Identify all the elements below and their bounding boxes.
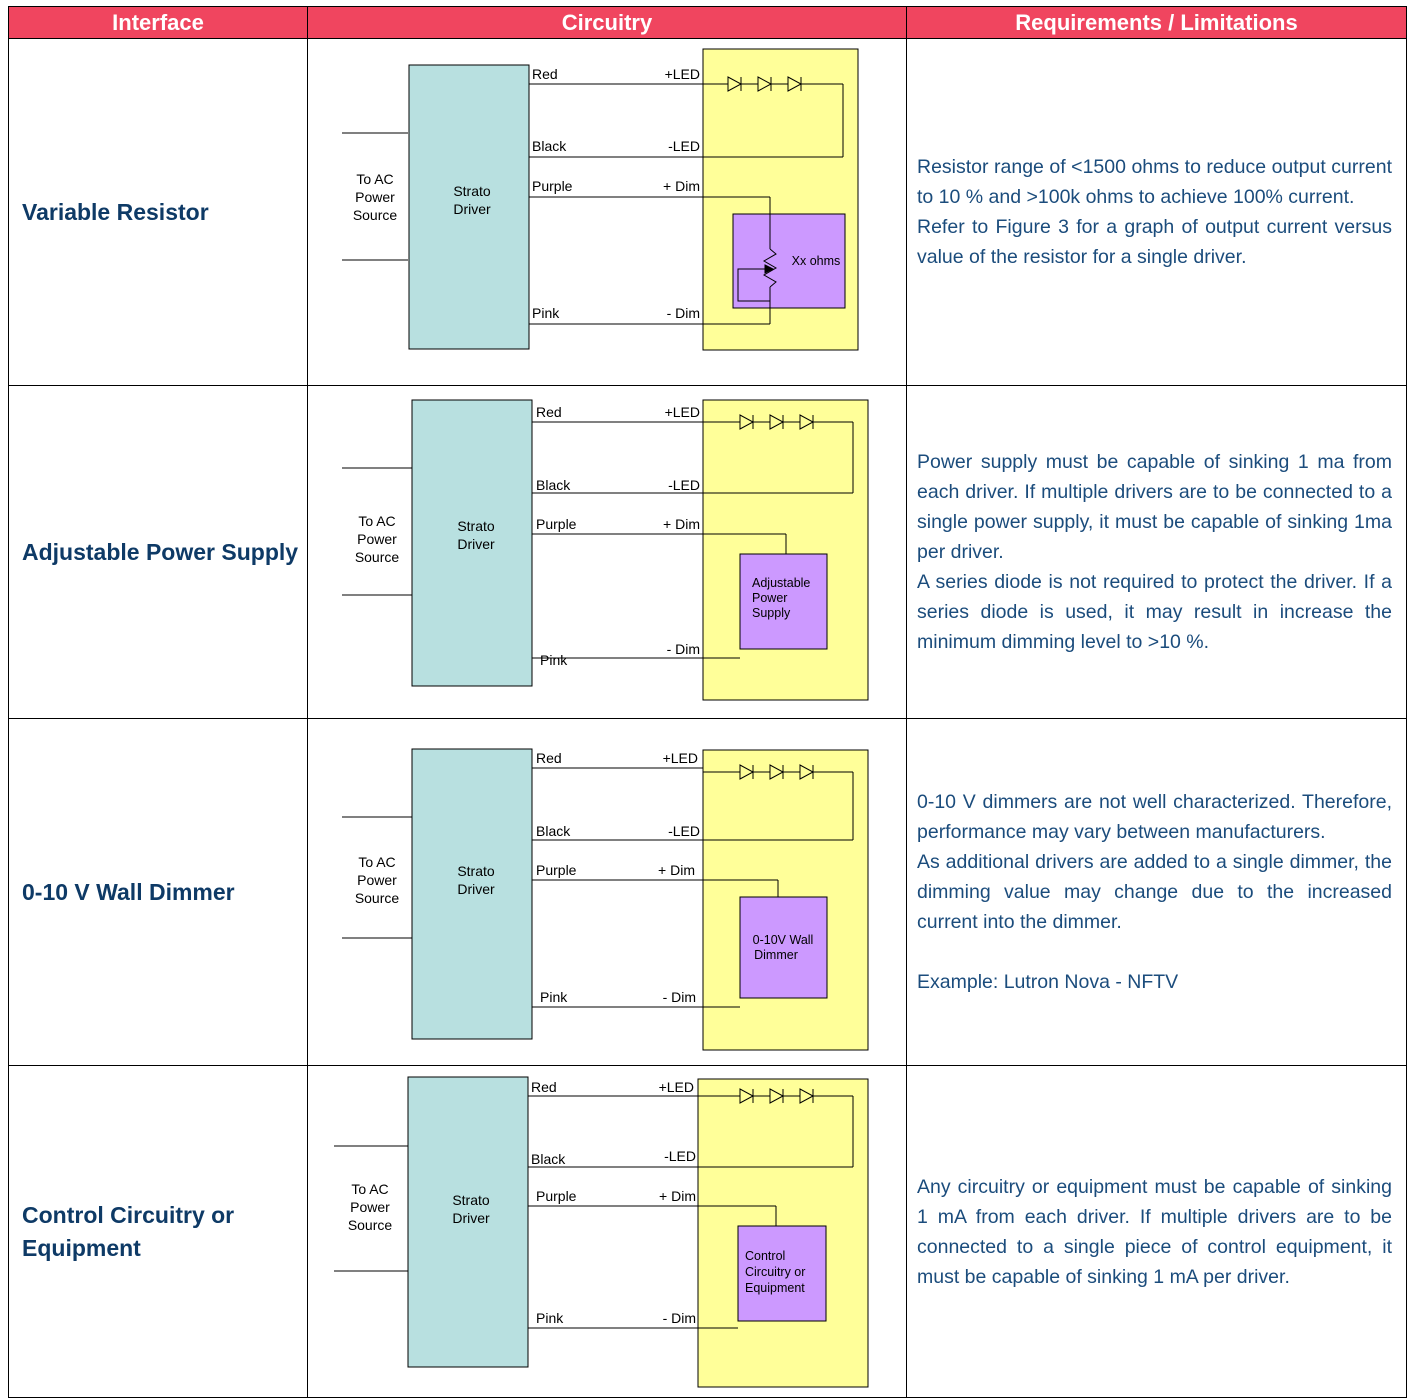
ac-source-label: Power	[350, 1199, 390, 1215]
terminal-label-pos-dim: + Dim	[659, 1188, 696, 1204]
circuit-diagram-control-circuitry	[308, 1066, 907, 1397]
requirement-text: Refer to Figure 3 for a graph of output current versus value of the resistor for a single driver.	[917, 216, 1392, 268]
requirement-text: As additional drivers are added to a single dimmer, the dimming value may change due to the increased current into the dimmer.	[917, 851, 1392, 933]
header-interface: Interface	[9, 7, 308, 39]
circuitry-cell	[308, 386, 907, 719]
terminal-label-pos-dim: + Dim	[663, 178, 700, 194]
wire-label-pink: Pink	[532, 305, 560, 321]
wire-label-pink: Pink	[540, 652, 568, 668]
driver-label: Driver	[453, 201, 491, 217]
wire-label-pink: Pink	[536, 1310, 564, 1326]
header-circuitry: Circuitry	[308, 7, 907, 39]
circuit-diagram-wall-dimmer	[308, 719, 907, 1065]
requirement-example: Example: Lutron Nova - NFTV	[917, 971, 1179, 993]
wire-label-purple: Purple	[532, 178, 573, 194]
wire-label-black: Black	[536, 477, 571, 493]
dim-device-label: Power	[752, 591, 788, 605]
dim-device-label: Xx ohms	[791, 254, 841, 268]
wire-label-black: Black	[532, 138, 567, 154]
ac-source-label: To AC	[358, 854, 396, 870]
wire-label-purple: Purple	[536, 862, 577, 878]
wire-label-red: Red	[532, 66, 558, 82]
driver-label: Strato	[452, 1192, 490, 1208]
requirements-cell	[907, 386, 1407, 719]
dim-device-label: Equipment	[745, 1281, 805, 1295]
requirement-text: 0-10 V dimmers are not well characterized. Therefore, performance may vary between manufacturers.	[917, 791, 1392, 843]
terminal-label-pos-led: +LED	[658, 1079, 694, 1095]
table-row-variable-resistor	[9, 39, 1407, 386]
interface-cell	[9, 386, 308, 719]
header-requirements: Requirements / Limitations	[907, 7, 1407, 39]
terminal-label-pos-dim: + Dim	[663, 516, 700, 532]
terminal-label-neg-led: -LED	[668, 823, 700, 839]
interface-name: Adjustable Power Supply	[22, 538, 299, 565]
wire-label-pink: Pink	[540, 989, 568, 1005]
ac-source-label: Power	[357, 872, 397, 888]
ac-source-label: Source	[354, 549, 400, 565]
circuitry-cell	[308, 1066, 907, 1398]
requirement-text: Resistor range of <1500 ohms to reduce output current to 10 % and >100k ohms to achieve 100% current.	[917, 156, 1392, 208]
table-row-wall-dimmer	[9, 719, 1407, 1066]
ac-source-label: To AC	[356, 171, 394, 187]
driver-label: Driver	[457, 536, 495, 552]
dim-device-label: Dimmer	[754, 948, 798, 962]
dim-device-label: Circuitry or	[745, 1265, 806, 1279]
requirement-text: A series diode is not required to protect the driver. If a series diode is used, it may result in increase the minimum dimming level to >10 %.	[917, 571, 1392, 653]
terminal-label-neg-led: -LED	[668, 477, 700, 493]
ac-source-label: To AC	[358, 513, 396, 529]
driver-label: Strato	[457, 863, 495, 879]
wire-label-red: Red	[536, 404, 562, 420]
driver-label: Driver	[457, 881, 495, 897]
circuit-diagram-adjustable-power-supply	[308, 386, 907, 718]
interface-name: 0-10 V Wall Dimmer	[22, 878, 235, 905]
circuitry-cell	[308, 39, 907, 386]
requirements-cell	[907, 39, 1407, 386]
wire-label-black: Black	[536, 823, 571, 839]
requirement-text: Any circuitry or equipment must be capable of sinking 1 mA from each driver. If multiple drivers are to be connected to a single piece of control equipment, it must be capable of sinking 1 mA per driver.	[917, 1175, 1392, 1288]
table-row-adjustable-power-supply	[9, 386, 1407, 719]
ac-source-label: Source	[352, 207, 398, 223]
driver-label: Strato	[457, 518, 495, 534]
dim-device-label: 0-10V Wall	[752, 933, 814, 947]
terminal-label-neg-dim: - Dim	[662, 1310, 696, 1326]
terminal-label-pos-led: +LED	[662, 750, 698, 766]
interface-name: Control Circuitry or Equipment	[22, 1201, 235, 1261]
driver-label: Driver	[452, 1210, 490, 1226]
requirement-text: Power supply must be capable of sinking 1 ma from each driver. If multiple drivers are to be connected to a single power supply, it must be capable of sinking 1ma per driver.	[917, 451, 1392, 563]
circuitry-cell	[308, 719, 907, 1066]
ac-source-label: To AC	[351, 1181, 389, 1197]
ac-source-label: Power	[355, 189, 395, 205]
dim-device-label: Adjustable	[752, 576, 811, 590]
table-header	[9, 7, 1407, 39]
wire-label-purple: Purple	[536, 516, 577, 532]
ac-source-label: Source	[354, 890, 400, 906]
interface-cell	[9, 39, 308, 386]
interface-name: Variable Resistor	[22, 198, 209, 225]
driver-label: Strato	[453, 183, 491, 199]
wire-label-red: Red	[536, 750, 562, 766]
header-row	[9, 7, 1407, 39]
terminal-label-neg-led: -LED	[668, 138, 700, 154]
terminal-label-pos-led: +LED	[664, 404, 700, 420]
dim-device-label: Control	[745, 1249, 786, 1263]
terminal-label-pos-led: +LED	[664, 66, 700, 82]
ac-source-label: Source	[347, 1217, 393, 1233]
table-row-control-circuitry	[9, 1066, 1407, 1398]
requirements-cell	[907, 719, 1407, 1066]
terminal-label-neg-dim: - Dim	[662, 989, 696, 1005]
requirements-cell	[907, 1066, 1407, 1398]
wire-label-purple: Purple	[536, 1188, 577, 1204]
interface-cell	[9, 1066, 308, 1398]
terminal-label-neg-dim: - Dim	[666, 641, 700, 657]
interface-table	[8, 6, 1407, 1398]
wire-label-black: Black	[531, 1151, 566, 1167]
ac-source-label: Power	[357, 531, 397, 547]
interface-cell	[9, 719, 308, 1066]
terminal-label-neg-dim: - Dim	[666, 305, 700, 321]
terminal-label-pos-dim: + Dim	[658, 862, 695, 878]
dim-device-label: Supply	[752, 606, 791, 620]
wire-label-red: Red	[531, 1079, 557, 1095]
circuit-diagram-variable-resistor	[308, 39, 907, 385]
terminal-label-neg-led: -LED	[664, 1148, 696, 1164]
